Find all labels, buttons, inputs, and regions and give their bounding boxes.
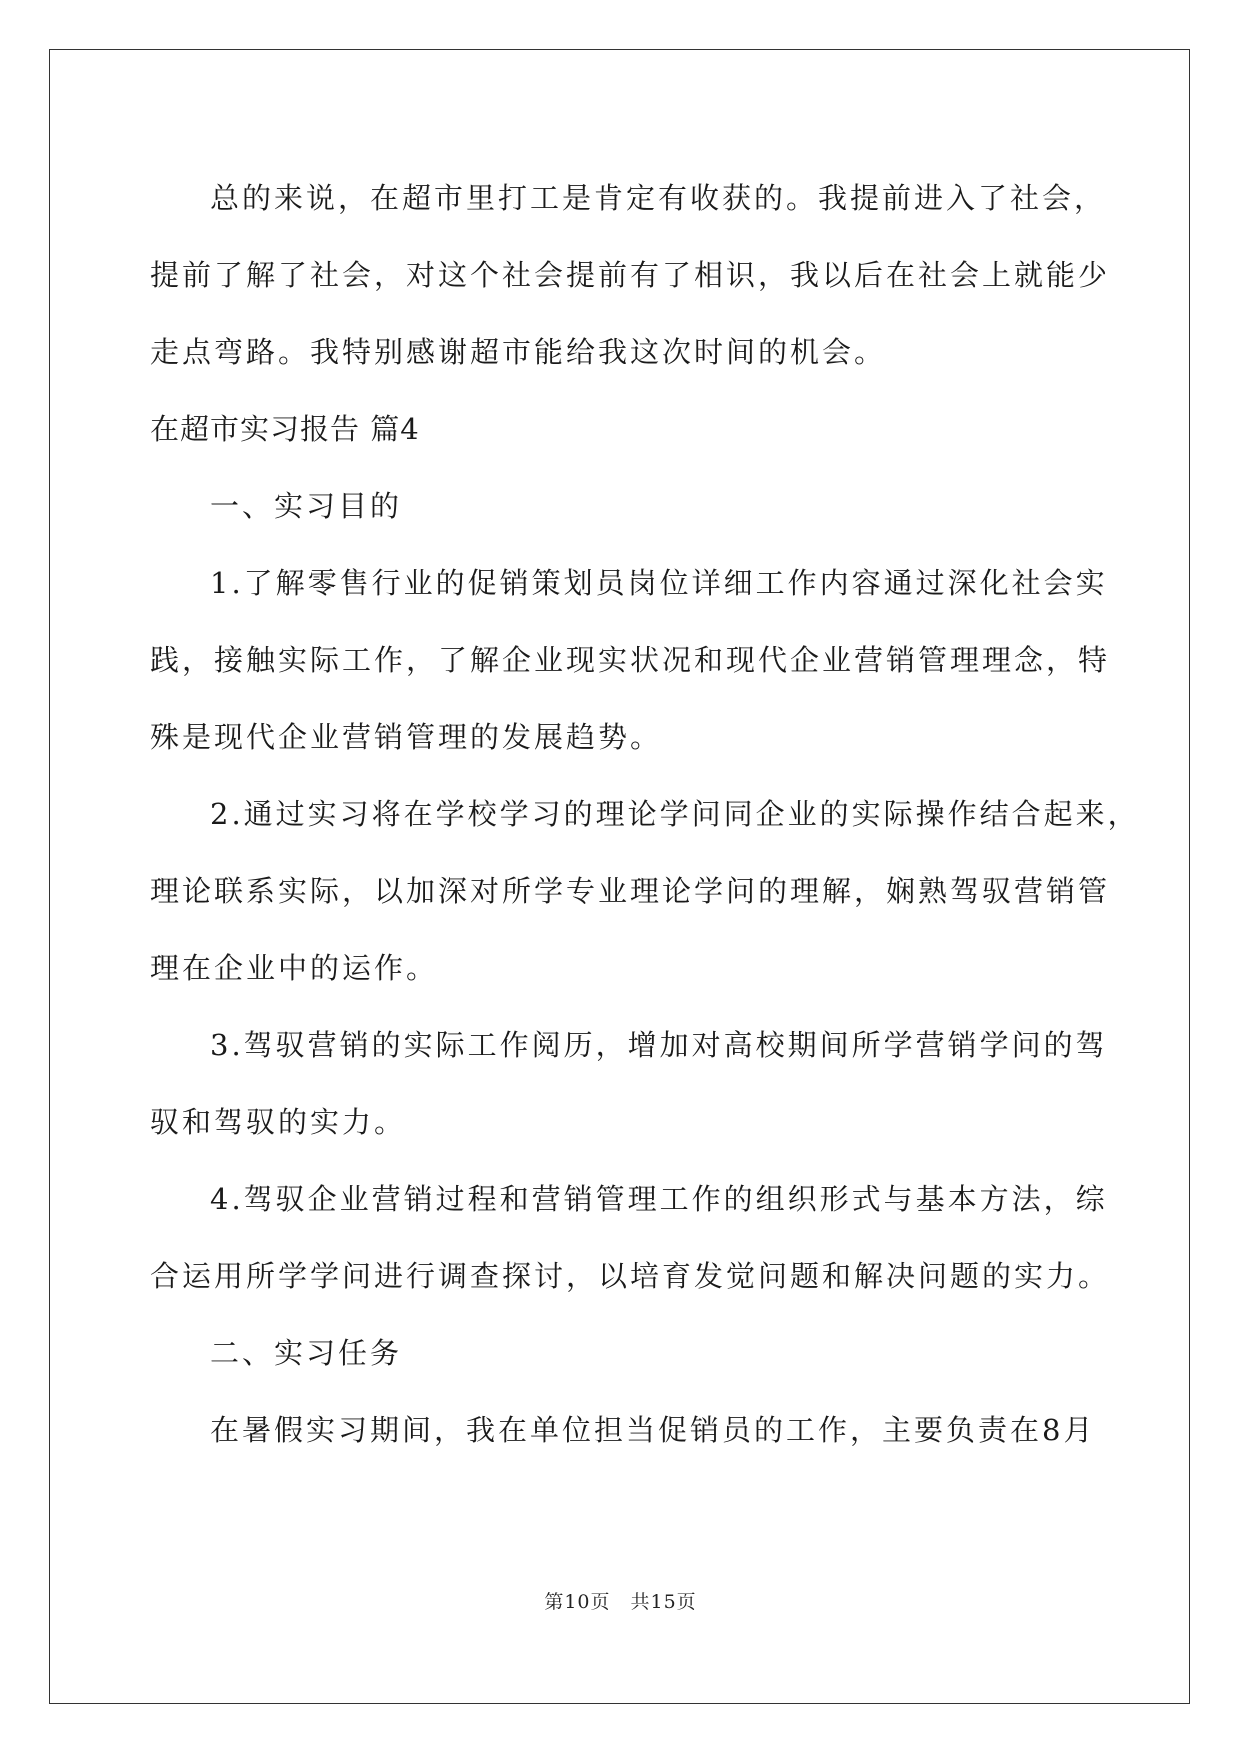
section-heading: 二、实习任务: [210, 1336, 403, 1370]
paragraph-line: 走点弯路。我特别感谢超市能给我这次时间的机会。: [150, 335, 887, 369]
page-number-footer: 第10页 共15页: [544, 1591, 697, 1613]
paragraph-line: 提前了解了社会，对这个社会提前有了相识，我以后在社会上就能少: [150, 258, 1111, 292]
paragraph-line: 理论联系实际，以加深对所学专业理论学问的理解，娴熟驾驭营销管: [150, 874, 1111, 908]
section-heading: 一、实习目的: [210, 489, 403, 523]
paragraph-line: 1.了解零售行业的促销策划员岗位详细工作内容通过深化社会实: [210, 566, 1108, 600]
document-body: [150, 160, 1140, 1469]
paragraph-line: 驭和驾驭的实力。: [150, 1105, 407, 1139]
paragraph-line: 4.驾驭企业营销过程和营销管理工作的组织形式与基本方法，综: [210, 1182, 1108, 1216]
paragraph-line: 理在企业中的运作。: [150, 951, 439, 985]
section-title: 在超市实习报告 篇4: [150, 412, 420, 446]
paragraph-line: 在暑假实习期间，我在单位担当促销员的工作，主要负责在8月: [210, 1413, 1096, 1447]
paragraph-line: 总的来说，在超市里打工是肯定有收获的。我提前进入了社会，: [210, 181, 1107, 215]
paragraph-line: 践，接触实际工作，了解企业现实状况和现代企业营销管理理念，特: [150, 643, 1111, 677]
paragraph-line: 合运用所学学问进行调查探讨，以培育发觉问题和解决问题的实力。: [150, 1259, 1111, 1293]
paragraph-line: 殊是现代企业营销管理的发展趋势。: [150, 720, 663, 754]
paragraph-line: 3.驾驭营销的实际工作阅历，增加对高校期间所学营销学问的驾: [210, 1028, 1108, 1062]
paragraph-line: 2.通过实习将在学校学习的理论学问同企业的实际操作结合起来，: [210, 797, 1140, 831]
